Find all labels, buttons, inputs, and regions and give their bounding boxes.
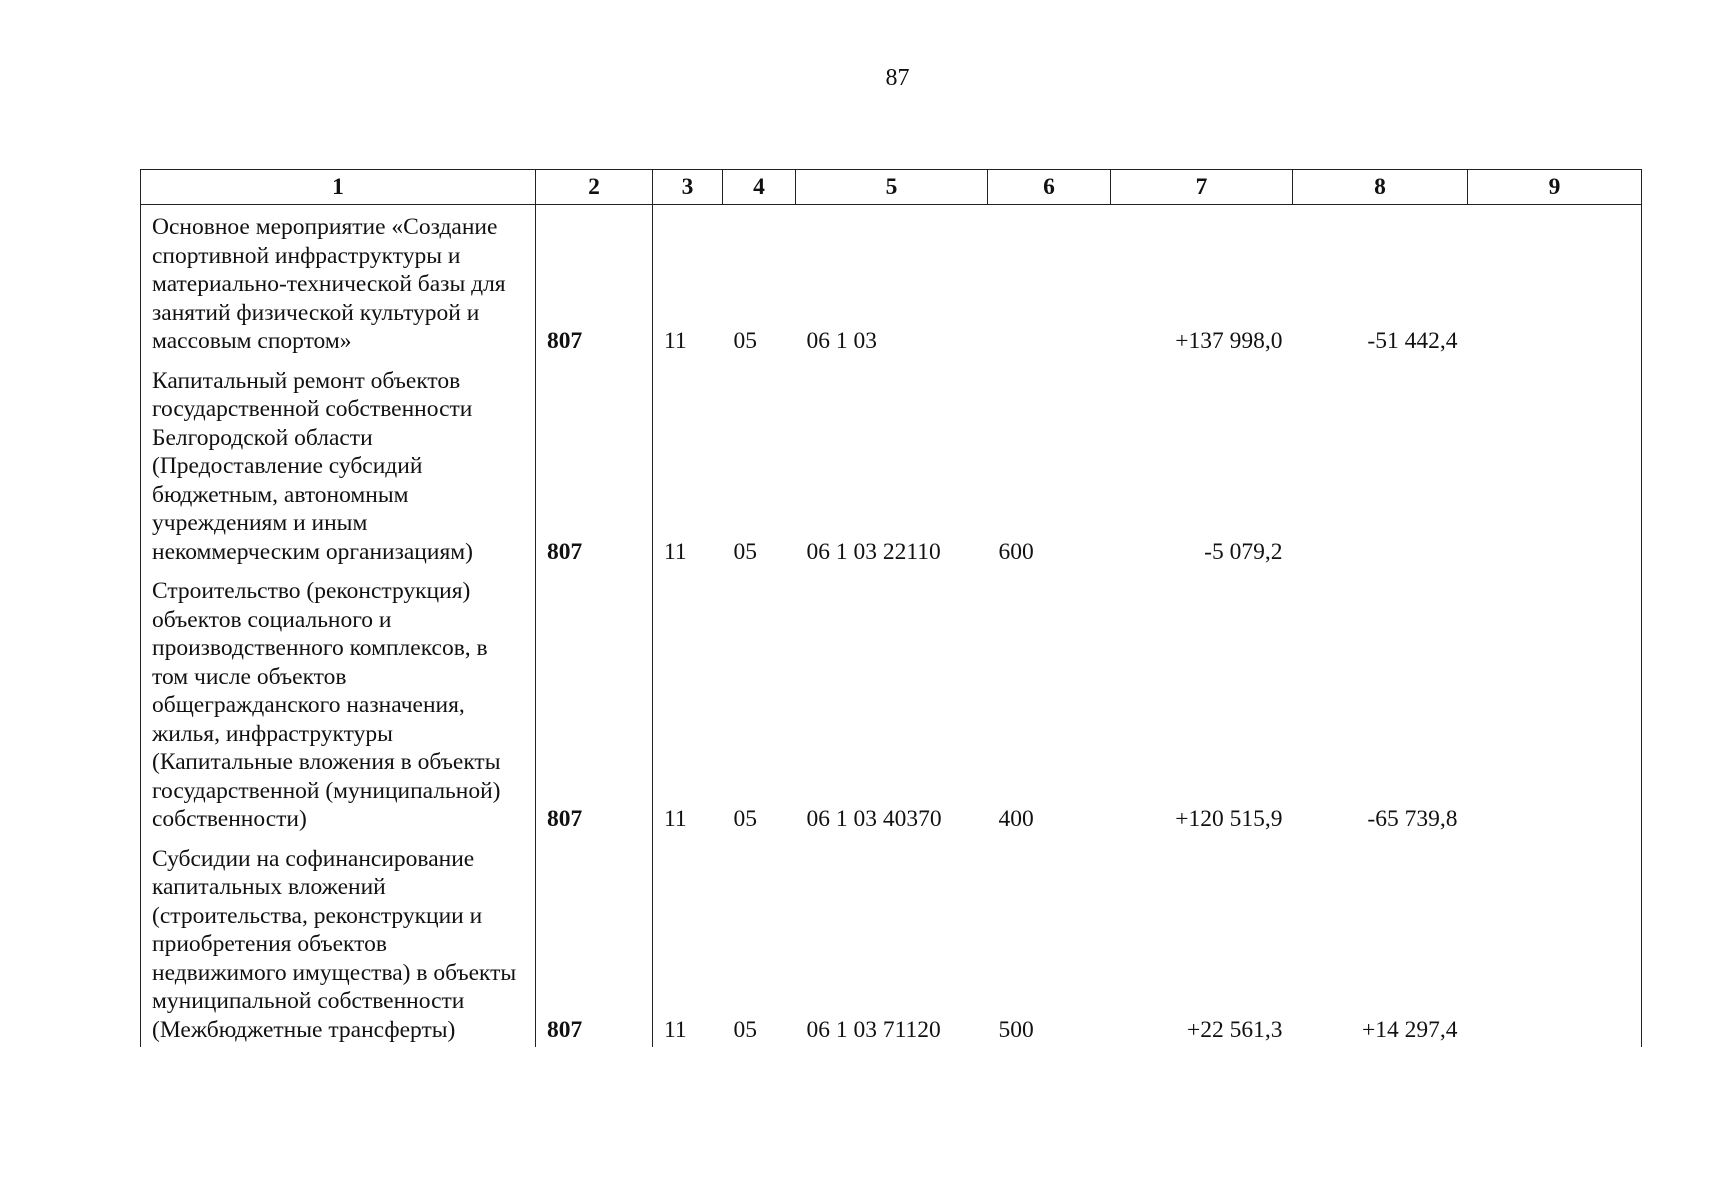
target-article: 06 1 03 71120 [806, 1016, 941, 1043]
column-header: 2 [536, 170, 653, 205]
ministry-code: 807 [536, 569, 653, 837]
subsection-code: 05 [733, 806, 757, 832]
section-code: 11 [664, 806, 687, 832]
amount-col9 [1468, 205, 1642, 359]
column-header: 1 [141, 170, 536, 205]
target-article: 06 1 03 [806, 328, 877, 354]
ministry-code: 807 [536, 205, 653, 359]
subsection-code: 05 [733, 538, 757, 565]
amount-col7: -5 079,2 [1204, 538, 1283, 565]
table-row [141, 359, 1642, 570]
table-row [141, 569, 1642, 837]
budget-table [140, 169, 1642, 1047]
amount-col8: +14 297,4 [1361, 1016, 1458, 1043]
table-row [141, 837, 1642, 1048]
amount-col9 [1468, 359, 1642, 570]
section-code: 11 [664, 1016, 687, 1043]
table-row [141, 205, 1642, 359]
expense-type [988, 205, 1111, 359]
section-code: 11 [664, 538, 687, 565]
target-article: 06 1 03 40370 [806, 806, 942, 832]
amount-col9 [1468, 837, 1642, 1048]
expense-type: 400 [998, 806, 1034, 832]
expense-type: 600 [998, 538, 1034, 565]
amount-col8: -51 442,4 [1367, 328, 1458, 354]
page-number: 87 [885, 65, 910, 91]
column-header: 5 [796, 170, 988, 205]
amount-col8: -65 739,8 [1367, 806, 1458, 832]
item-name: Субсидии на софинансирование капитальных вложений (строительства, реконструкции и приобретения объектов недвижимого имущества) в объекты муниципальной собственности (Межбюджетные трансферты) [141, 837, 536, 1048]
item-name: Строительство (реконструкция) объектов социального и производственного комплексов, в том числе объектов общегражданского назначения, жилья, инфраструктуры (Капитальные вложения в объекты государственной (муниципальной) собственности) [141, 569, 536, 837]
header-row [141, 170, 1642, 205]
section-code: 11 [664, 328, 687, 354]
amount-col8 [1293, 359, 1468, 570]
ministry-code: 807 [536, 837, 653, 1048]
amount-col7: +120 515,9 [1175, 806, 1283, 832]
item-name: Основное мероприятие «Создание спортивной инфраструктуры и материально-технической базы для занятий физической культурой и массовым спортом» [141, 205, 536, 359]
expense-type: 500 [998, 1016, 1034, 1043]
amount-col7: +22 561,3 [1186, 1016, 1283, 1043]
subsection-code: 05 [733, 1016, 757, 1043]
column-header: 3 [653, 170, 723, 205]
item-name: Капитальный ремонт объектов государственной собственности Белгородской области (Предоставление субсидий бюджетным, автономным учреждениям и иным некоммерческим организациям) [141, 359, 536, 570]
column-header: 7 [1111, 170, 1293, 205]
column-header: 8 [1293, 170, 1468, 205]
target-article: 06 1 03 22110 [806, 538, 941, 565]
ministry-code: 807 [536, 359, 653, 570]
column-header: 4 [723, 170, 796, 205]
column-header: 6 [988, 170, 1111, 205]
amount-col9 [1468, 569, 1642, 837]
subsection-code: 05 [733, 328, 757, 354]
column-header: 9 [1468, 170, 1642, 205]
amount-col7: +137 998,0 [1175, 328, 1283, 354]
